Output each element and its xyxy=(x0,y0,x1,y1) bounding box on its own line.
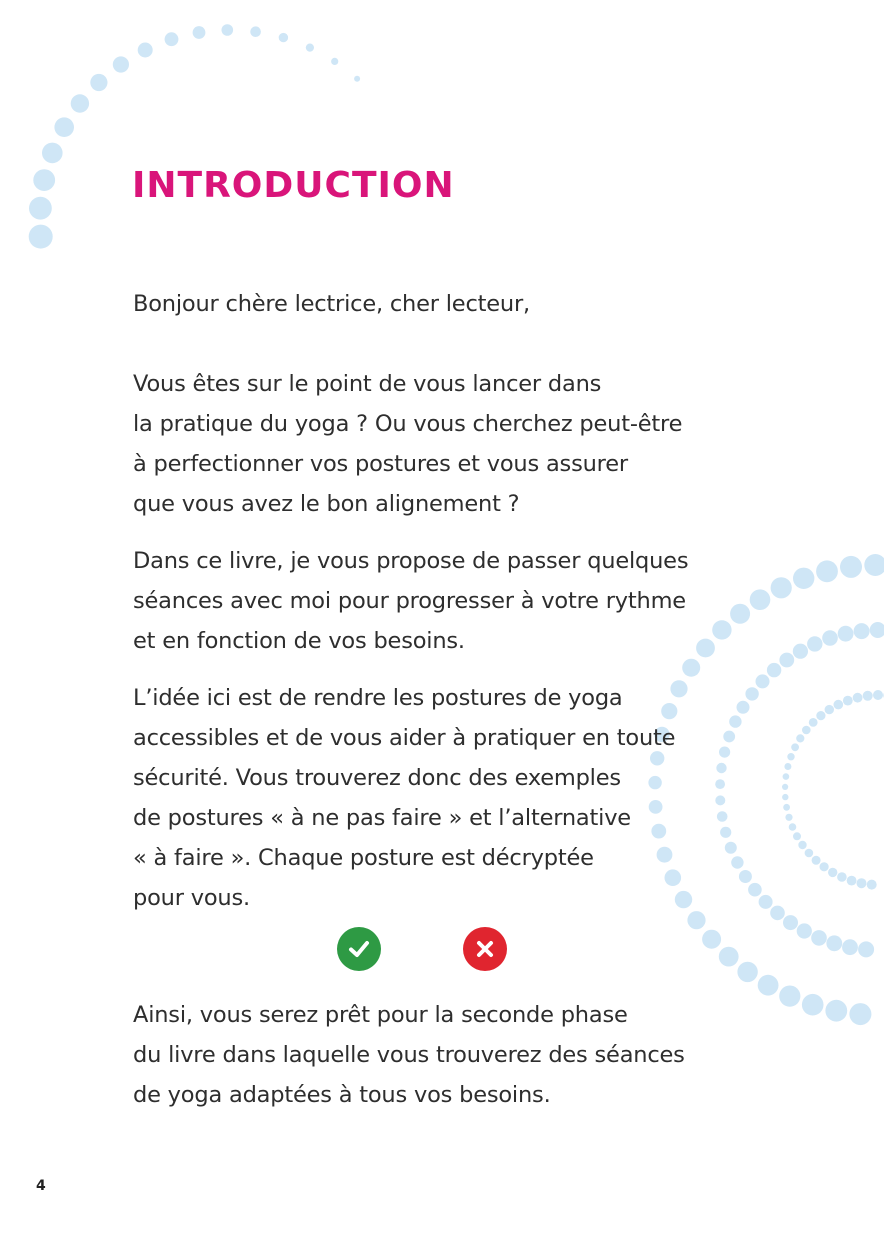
decorative-dot xyxy=(812,856,821,865)
decorative-dot xyxy=(716,763,726,773)
decorative-dot xyxy=(843,696,853,706)
page-number: 4 xyxy=(36,1178,46,1194)
decorative-dot xyxy=(811,930,827,946)
decorative-dot xyxy=(723,731,735,743)
decorative-dot xyxy=(730,604,750,624)
decorative-dot xyxy=(864,554,884,576)
decorative-dot xyxy=(787,753,794,760)
paragraph-2 xyxy=(133,541,688,661)
decorative-dot xyxy=(758,975,779,996)
decorative-dot xyxy=(279,33,288,42)
decorative-dot xyxy=(331,58,338,65)
decorative-dot xyxy=(782,794,788,800)
decorative-dot xyxy=(719,947,739,967)
decorative-dot xyxy=(789,823,797,831)
decorative-dot xyxy=(165,32,179,46)
decorative-dot xyxy=(687,911,705,929)
check-icon xyxy=(337,927,381,971)
decorative-dot xyxy=(712,620,731,639)
decorative-dot xyxy=(756,674,770,688)
cross-icon xyxy=(463,927,507,971)
decorative-dot xyxy=(802,726,811,735)
paragraph-line: Dans ce livre, je vous propose de passer quelques xyxy=(133,548,689,574)
paragraph-line: que vous avez le bon alignement ? xyxy=(133,491,520,517)
decorative-dot xyxy=(828,868,837,877)
decorative-dot xyxy=(783,915,798,930)
decorative-dot xyxy=(138,43,153,58)
decorative-dot xyxy=(29,225,53,249)
paragraph-line: « à faire ». Chaque posture est décryptée xyxy=(133,845,594,871)
paragraph-line: à perfectionner vos postures et vous assurer xyxy=(133,451,628,477)
decorative-dot xyxy=(863,691,873,701)
decorative-dot xyxy=(838,626,854,642)
decorative-dot xyxy=(750,589,771,610)
decorative-dot xyxy=(748,883,762,897)
paragraph-line: et en fonction de vos besoins. xyxy=(133,628,465,654)
paragraph-line: accessibles et de vous aider à pratiquer en toute xyxy=(133,725,676,751)
decorative-dot xyxy=(870,622,884,638)
decorative-dot xyxy=(745,687,758,700)
decorative-dot xyxy=(816,711,825,720)
paragraph-line: pour vous. xyxy=(133,885,250,911)
decorative-dot xyxy=(842,939,858,955)
decorative-dot xyxy=(796,734,804,742)
decorative-dot xyxy=(696,639,715,658)
decorative-dot xyxy=(793,832,801,840)
decorative-dot xyxy=(779,653,794,668)
decorative-dot xyxy=(771,577,792,598)
decorative-dot xyxy=(837,872,847,882)
decorative-dot xyxy=(767,663,781,677)
decorative-dot xyxy=(737,701,750,714)
decorative-dot xyxy=(682,659,700,677)
paragraph-line: de postures « à ne pas faire » et l’alternative xyxy=(133,805,631,831)
decorative-dot xyxy=(805,849,814,858)
decorative-dot xyxy=(854,623,870,639)
paragraph-line: du livre dans laquelle vous trouverez des séances xyxy=(133,1042,685,1068)
decorative-dot xyxy=(731,856,743,868)
paragraph-line: Ainsi, vous serez prêt pour la seconde phase xyxy=(133,1002,628,1028)
page-title: INTRODUCTION xyxy=(132,165,455,206)
decorative-dot xyxy=(857,878,867,888)
decorative-dot xyxy=(54,117,74,137)
decorative-dot xyxy=(675,891,692,908)
decorative-dot xyxy=(798,841,806,849)
decorative-dot xyxy=(222,24,234,36)
decorative-dot xyxy=(809,718,818,727)
decorative-dot xyxy=(770,906,785,921)
paragraph-line: séances avec moi pour progresser à votre rythme xyxy=(133,588,686,614)
decorative-dot xyxy=(797,923,812,938)
decorative-dot xyxy=(759,895,773,909)
decorative-dot xyxy=(725,842,737,854)
decorative-dot xyxy=(779,986,800,1007)
decorative-dot xyxy=(306,44,314,52)
decorative-dot xyxy=(354,76,360,82)
decorative-dot xyxy=(29,197,52,220)
decorative-dot xyxy=(847,876,857,886)
paragraph-3 xyxy=(133,678,675,918)
paragraph-line: Vous êtes sur le point de vous lancer dans xyxy=(133,371,602,397)
decorative-dot xyxy=(717,811,728,822)
paragraph-line: L’idée ici est de rendre les postures de yoga xyxy=(133,685,623,711)
decorative-dot xyxy=(250,26,261,37)
decorative-dot xyxy=(853,693,863,703)
decorative-dot xyxy=(820,862,829,871)
decorative-dot xyxy=(720,827,731,838)
decorative-dot xyxy=(737,962,757,982)
decorative-dot xyxy=(807,636,822,651)
decorative-dot xyxy=(858,941,874,957)
paragraph-4 xyxy=(133,995,685,1115)
decorative-dot xyxy=(840,556,862,578)
paragraph-line: de yoga adaptées à tous vos besoins. xyxy=(133,1082,551,1108)
decorative-dot xyxy=(834,700,844,710)
decorative-dot xyxy=(816,560,838,582)
paragraph-1 xyxy=(133,364,682,524)
decorative-dot xyxy=(715,795,725,805)
decorative-dot xyxy=(113,56,129,72)
decorative-dot xyxy=(791,743,799,751)
decorative-dot xyxy=(793,644,808,659)
decorative-dot xyxy=(783,804,790,811)
decorative-dot xyxy=(784,763,791,770)
decorative-dot xyxy=(825,1000,847,1022)
decorative-dot xyxy=(90,74,107,91)
decorative-dot xyxy=(785,814,792,821)
decorative-dot xyxy=(825,705,834,714)
decorative-dot xyxy=(793,568,814,589)
decorative-dot xyxy=(802,994,824,1016)
decorative-dot xyxy=(783,773,790,780)
decorative-dot xyxy=(715,779,725,789)
decorative-dot xyxy=(193,26,206,39)
paragraph-line: la pratique du yoga ? Ou vous cherchez peut-être xyxy=(133,411,683,437)
decorative-dot xyxy=(873,690,883,700)
paragraph-line: sécurité. Vous trouverez donc des exemples xyxy=(133,765,621,791)
decorative-dot xyxy=(71,94,89,112)
decorative-dot xyxy=(849,1003,871,1025)
decorative-dot xyxy=(33,169,55,191)
decorative-dot xyxy=(867,880,877,890)
decorative-dot xyxy=(729,715,741,727)
decorative-dot xyxy=(822,630,838,646)
decorative-dot xyxy=(826,935,842,951)
decorative-dot xyxy=(782,784,788,790)
decorative-dot xyxy=(42,143,63,164)
greeting: Bonjour chère lectrice, cher lecteur, xyxy=(133,291,530,317)
decorative-dot xyxy=(719,747,730,758)
decorative-dot xyxy=(702,930,721,949)
decorative-dot xyxy=(739,870,752,883)
